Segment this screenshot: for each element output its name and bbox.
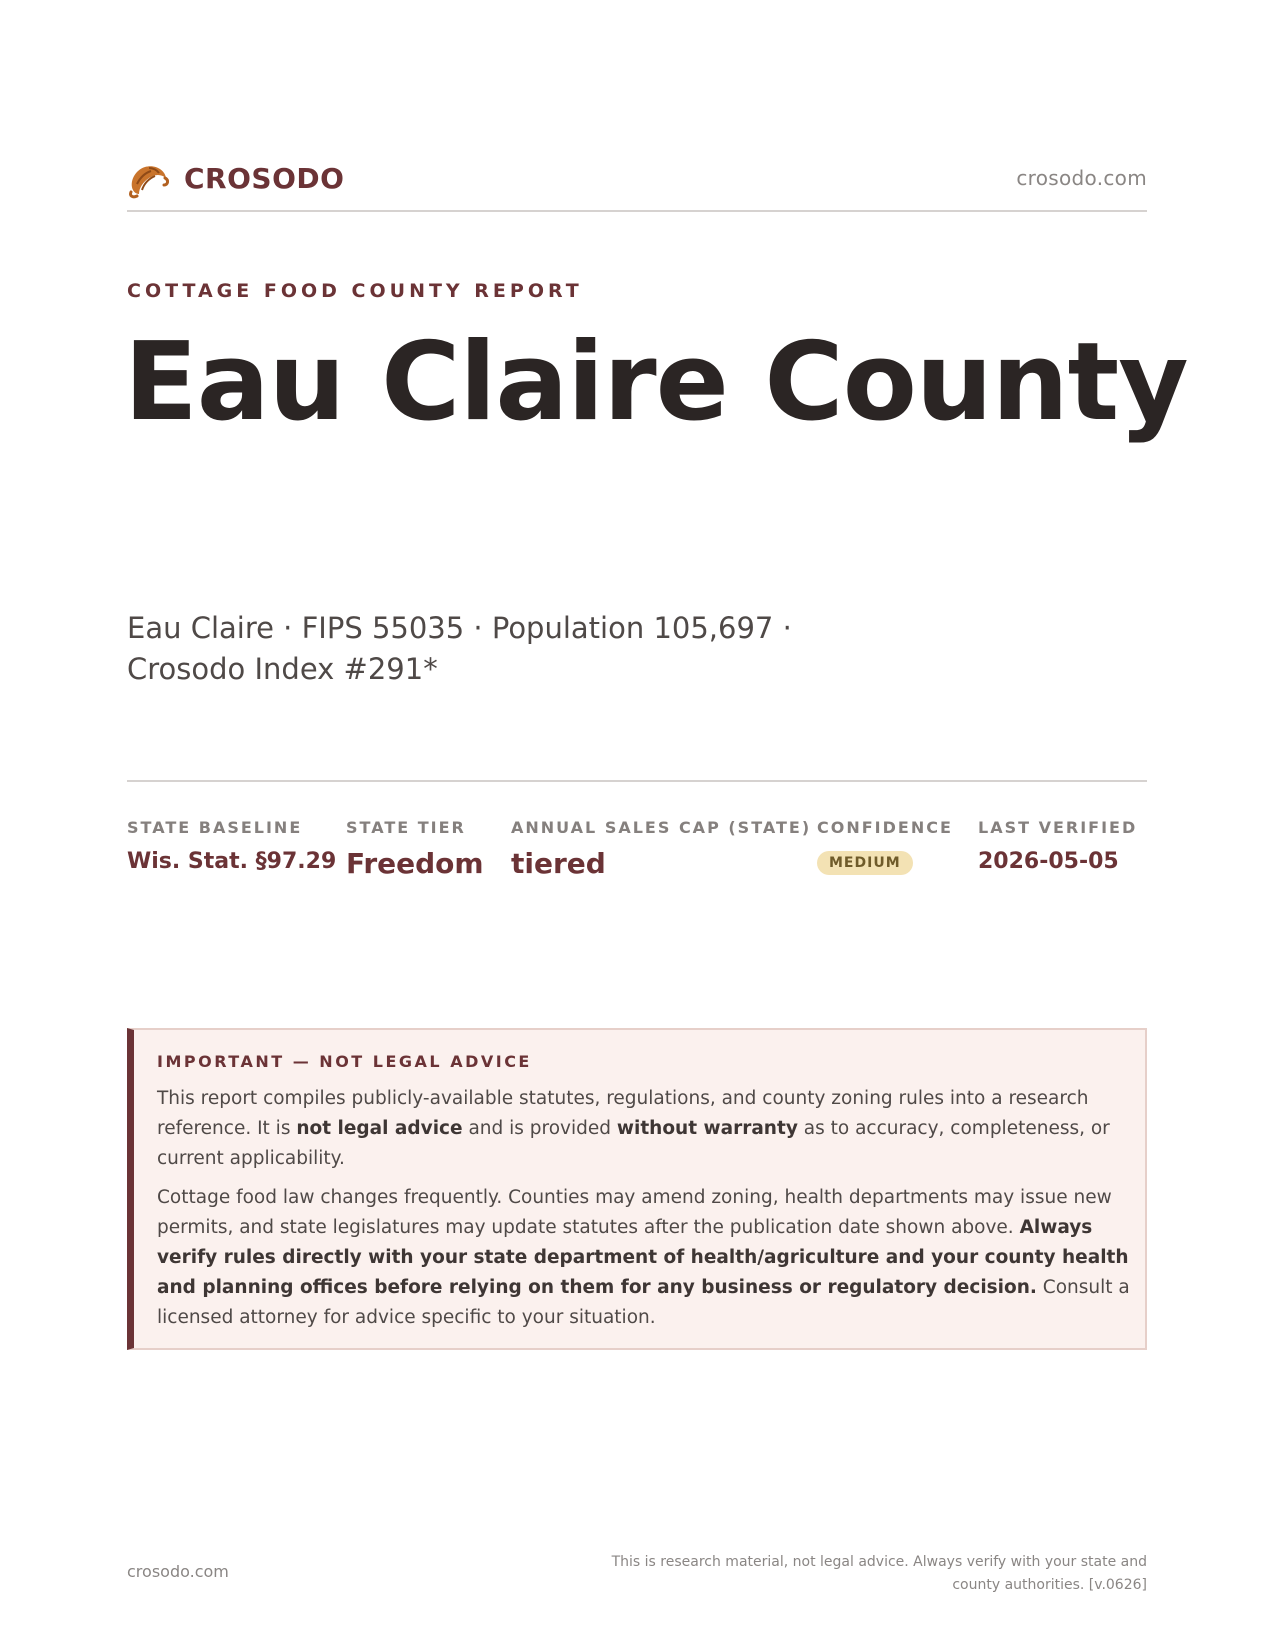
notice-text: This report compiles publicly-available statutes, regulations, and county zoning rules into a research reference. It is [157,1088,1089,1139]
stat-value: Wis. Stat. §97.29 [127,849,337,874]
report-eyebrow: COTTAGE FOOD COUNTY REPORT [127,280,583,302]
notice-emphasis: Always verify rules directly with your state department of health/agriculture and your county health and planning offices before relying on them for any business or regulatory decision. [157,1217,1129,1298]
notice-text: and is provided [462,1118,617,1139]
report-header [127,156,1147,212]
stat-state-baseline [127,818,336,874]
stat-label: ANNUAL SALES CAP (STATE) [511,818,812,837]
legal-notice [127,1028,1147,1350]
stat-label: CONFIDENCE [817,818,953,837]
notice-text: Cottage food law changes frequently. Counties may amend zoning, health departments may issue new permits, and state legislatures may update statutes after the publication date shown above. [157,1187,1112,1238]
notice-text: Consult a licensed attorney for advice specific to your situation. [157,1277,1130,1328]
stat-label: STATE TIER [346,818,466,837]
notice-paragraph-1 [157,1084,1132,1174]
footer-site-url[interactable]: crosodo.com [127,1562,229,1581]
brand-name: CROSODO [184,162,345,195]
croissant-icon [127,160,169,200]
stat-value: Freedom [346,847,484,880]
stat-value: 2026-05-05 [978,849,1119,874]
stat-label: STATE BASELINE [127,818,303,837]
footer-disclaimer: This is research material, not legal advice. Always verify with your state and county authorities. [v.0626] [611,1554,1147,1593]
report-subtitle: Eau Claire · FIPS 55035 · Population 105,697 · Crosodo Index #291* [127,611,792,686]
stat-annual-sales-cap [511,818,811,880]
stat-label: LAST VERIFIED [978,818,1138,837]
stat-confidence [817,818,953,875]
notice-text: as to accuracy, completeness, or current applicability. [157,1118,1110,1169]
stat-state-tier [346,818,484,880]
notice-emphasis: without warranty [616,1118,798,1139]
notice-title: IMPORTANT — NOT LEGAL ADVICE [157,1052,532,1071]
site-url[interactable]: crosodo.com [1016,166,1147,190]
stat-value: tiered [511,847,606,880]
page-title: Eau Claire County [124,320,1188,445]
notice-emphasis: not legal advice [296,1118,463,1139]
section-divider [127,780,1147,782]
notice-paragraph-2 [157,1183,1132,1333]
stat-last-verified [978,818,1137,874]
notice-body [157,1084,1132,1333]
confidence-badge: MEDIUM [817,851,913,875]
